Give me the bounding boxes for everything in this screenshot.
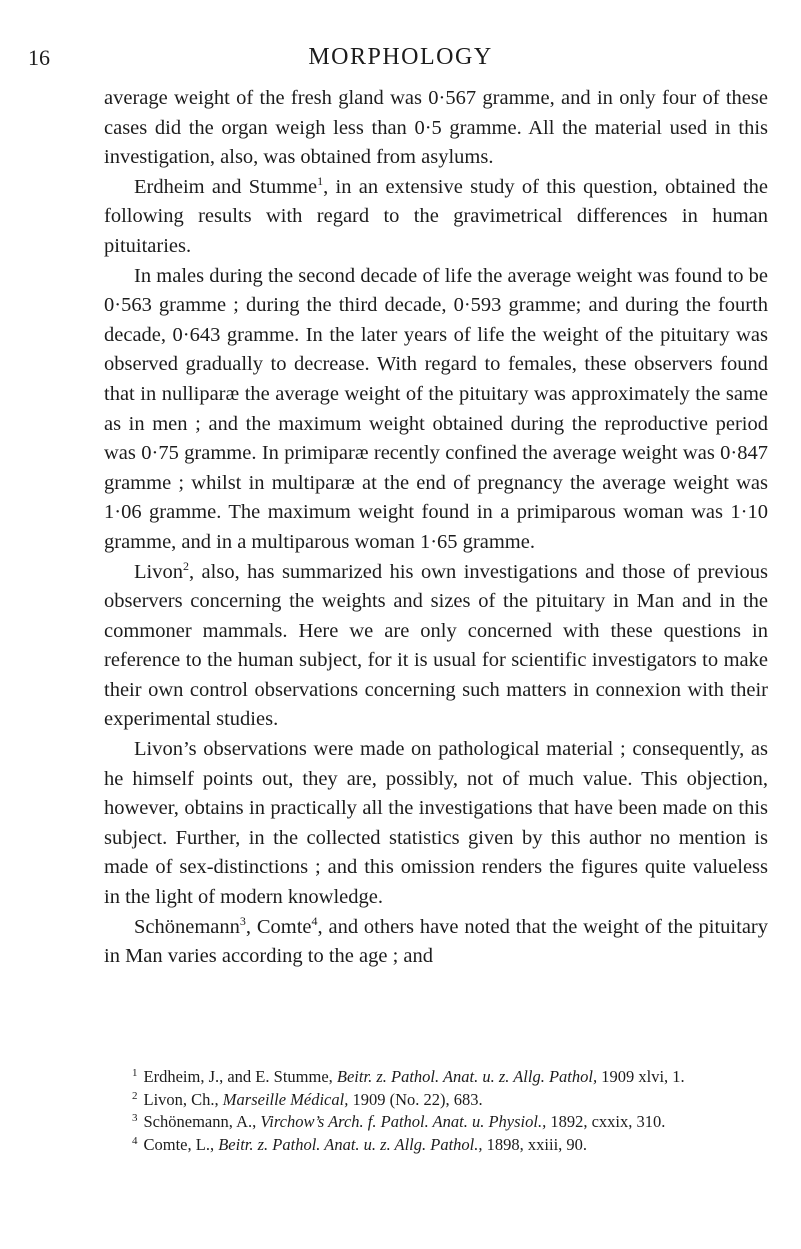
footnote-mark: 1 bbox=[132, 1067, 138, 1079]
footnote-journal: Beitr. z. Pathol. Anat. u. z. Allg. Pathol, bbox=[336, 1067, 598, 1086]
footnote-details: 1909 xlvi, 1. bbox=[597, 1067, 685, 1086]
paragraph-3: In males during the second decade of life the average weight was found to be 0·563 gramme ; during the third decade, 0·593 gramme; and during the fourth decade, 0·643 gramme. In the later years of life the weight of the pituitary was observed gradually to decrease. With regard to females, these observers found that in nulliparæ the average weight of the pituitary was approximately the same as in men ; and the maximum weight obtained during the reproductive period was 0·75 gramme. In primiparæ recently confined the average weight was 0·847 gramme ; whilst in multiparæ at the end of pregnancy the average weight was 1·06 gramme. The maximum weight found in a primiparous woman was 1·10 gramme, and in a multiparous woman 1·65 gramme. bbox=[104, 264, 768, 553]
footnotes bbox=[104, 1066, 768, 1156]
footnote-ref: 1 bbox=[317, 173, 324, 188]
running-title: MORPHOLOGY bbox=[308, 44, 493, 70]
footnote-details: 1909 (No. 22), 683. bbox=[348, 1089, 483, 1109]
paragraph-text: , in an extensive study of this question, obtained the following results with regard to the gravimetrical differences in human pituitaries. bbox=[104, 175, 768, 257]
footnote-details: 1898, xxiii, 90. bbox=[482, 1134, 588, 1154]
footnote bbox=[104, 1111, 768, 1134]
footnote-journal: Beitr. z. Pathol. Anat. u. z. Allg. Pathol., bbox=[218, 1134, 483, 1154]
author-name: Livon bbox=[134, 560, 183, 583]
footnote-ref: 3 bbox=[239, 913, 246, 928]
footnote bbox=[104, 1134, 768, 1157]
footnote-authors: Livon, Ch., bbox=[143, 1089, 223, 1109]
footnote bbox=[104, 1089, 768, 1112]
footnote-details: 1892, cxxix, 310. bbox=[546, 1112, 666, 1131]
footnote-ref: 4 bbox=[311, 913, 318, 928]
paragraph-1: average weight of the fresh gland was 0·567 gramme, and in only four of these cases did the organ weigh less than 0·5 gramme. All the material used in this investigation, also, was obtained from asylums. bbox=[104, 87, 768, 169]
author-name: Erdheim and Stumme bbox=[134, 175, 318, 198]
author-name: , Comte bbox=[245, 915, 312, 938]
footnote-journal: Marseille Médical, bbox=[222, 1089, 349, 1109]
paragraph-text: , and others have noted that the weight of the pituitary in Man varies according to the age ; and bbox=[104, 915, 768, 968]
footnote-mark: 2 bbox=[132, 1089, 138, 1102]
footnote-authors: Schönemann, A., bbox=[143, 1112, 261, 1131]
footnote-mark: 4 bbox=[132, 1134, 138, 1147]
author-name: Schönemann bbox=[134, 915, 240, 938]
page-number: 16 bbox=[28, 45, 50, 70]
footnote-authors: Comte, L., bbox=[143, 1134, 219, 1154]
footnote-journal: Virchow’s Arch. f. Pathol. Anat. u. Physiol., bbox=[260, 1112, 547, 1131]
footnote-ref: 2 bbox=[182, 558, 189, 573]
footnote-mark: 3 bbox=[132, 1112, 138, 1124]
body-text bbox=[104, 84, 768, 972]
paragraph-5: Livon’s observations were made on pathological material ; consequently, as he himself points out, they are, possibly, not of much value. This objection, however, obtains in practically all the investigations that have been made on this subject. Further, in the collected statistics given by this author no mention is made of sex-distinctions ; and this omission renders the figures quite valueless in the light of modern knowledge. bbox=[104, 738, 768, 909]
paragraph-4 bbox=[104, 558, 768, 736]
footnote bbox=[104, 1066, 768, 1089]
footnote-authors: Erdheim, J., and E. Stumme, bbox=[143, 1067, 337, 1086]
paragraph-text: , also, has summarized his own investigations and those of previous observers concerning the weights and sizes of the pituitary in Man and in the commoner mammals. Here we are only concerned with these questions in reference to the human subject, for it is usual for scientific investigators to make their own control observations concerning such matters in connexion with their experimental studies. bbox=[104, 560, 768, 731]
paragraph-6 bbox=[104, 913, 768, 972]
paragraph-2 bbox=[104, 173, 768, 262]
